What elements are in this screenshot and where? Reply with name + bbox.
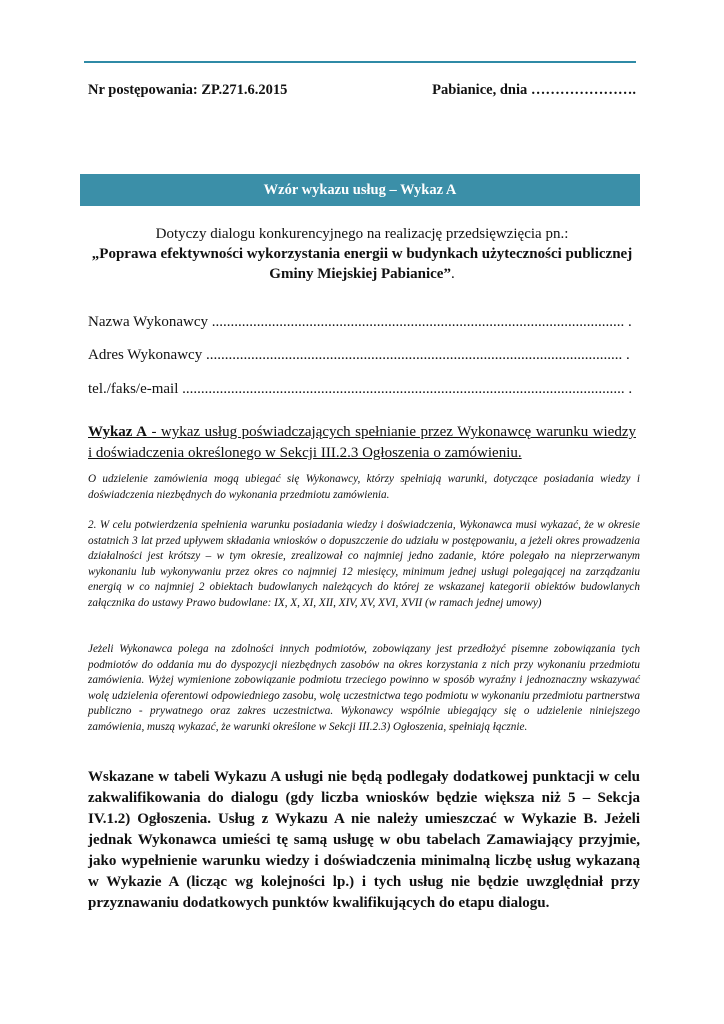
section-banner: [80, 174, 640, 206]
paragraph-eligibility: O udzielenie zamówienia mogą ubiegać się Wykonawcy, którzy spełniają warunki, dotyczące posiadania wiedzy i doświadczenia niezbędnych do wykonania przedmiotu zamówienia.: [88, 473, 640, 501]
procedure-number: Nr postępowania: ZP.271.6.2015: [88, 82, 288, 98]
project-title: „Poprawa efektywności wykorzystania energii w budynkach użyteczności publicznej Gminy Miejskiej Pabianice”: [91, 246, 633, 282]
document-header: [88, 82, 636, 99]
wykaz-label: Wykaz A: [88, 424, 147, 440]
banner-title: Wzór wykazu usług – Wykaz A: [263, 181, 457, 198]
contractor-contact-field: tel./faks/e-mail ...................................................................................................................... .: [88, 381, 633, 397]
subject-block: [84, 224, 640, 284]
wykaz-heading: [88, 422, 636, 464]
top-divider: [84, 61, 636, 63]
paragraph-scoring-note: Wskazane w tabeli Wykazu A usługi nie będą podlegały dodatkowej punktacji w celu zakwalifikowania do dialogu (gdy liczba wniosków będzie większa niż 5 – Sekcja IV.1.2) Ogłoszenia. Usług z Wykazu A nie należy umieszczać w Wykazie B. Jeżeli jednak Wykonawca umieści tę samą usługę w obu tabelach Zamawiający przyjmie, jako wypełnienie warunku wiedzy i doświadczenia minimalną liczbę usług wykazaną w Wykazie A (licząc wg kolejności lp.) i tych usług nie będzie uwzględniał przy przyznawaniu dodatkowych punktów kwalifikujących do etapu dialogu.: [88, 769, 640, 911]
paragraph-requirement: 2. W celu potwierdzenia spełnienia warunku posiadania wiedzy i doświadczenia, Wykonawca musi wykazać, że w okresie ostatnich 3 lat przed upływem składania wniosków o dopuszczenie do udziału w postępowaniu, a jeżeli okres prowadzenia działalności jest krótszy – w tym okresie, zrealizował co najmniej jedno zadanie, które polegało na nieprzerwanym wykonaniu lub wykonywaniu przez okres co najmniej 12 miesięcy, minimum jednej usługi polegającej na zarządzaniu energią w co najmniej 2 obiektach budowlanych należących do której ze wskazanej kategorii obiektów budowlanych załącznika do ustawy Prawo budowlane: IX, X, XI, XII, XIV, XV, XVI, XVII (w ramach jednej umowy): [88, 519, 640, 609]
place-date: Pabianice, dnia ………………….: [432, 82, 636, 98]
contractor-address-field: Adres Wykonawcy ............................................................................................................... .: [88, 347, 630, 363]
project-title-dot: .: [450, 266, 455, 282]
contractor-name-field: Nazwa Wykonawcy .............................................................................................................. .: [88, 314, 632, 330]
paragraph-third-party: Jeżeli Wykonawca polega na zdolności innych podmiotów, zobowiązany jest przedłożyć pisemne zobowiązania tych podmiotów do oddania mu do dyspozycji niezbędnych zasobów na okres korzystania z nich przy wykonaniu przedmiotu zamówienia. Wyżej wymienione zobowiązanie podmiotu trzeciego powinno w sposób wyraźny i jednoznaczny wskazywać wolę udzielenia oferentowi odpowiedniego zasobu, wolę uczestnictwa tego podmiotu w wykonaniu przedmiotu partnerstwa publiczno - prywatnego oraz zakres uczestnictwa. Wykonawcy wspólnie ubiegający się o udzielenie niniejszego zamówienia, muszą wykazać, że warunki określone w Sekcji III.2.3) Ogłoszenia, spełniają łącznie.: [88, 643, 640, 733]
wykaz-description: - wykaz usług poświadczających spełnianie przez Wykonawcę warunku wiedzy i doświadczenia określonego w Sekcji III.2.3 Ogłoszenia o zamówieniu.: [88, 424, 636, 461]
subject-intro: Dotyczy dialogu konkurencyjnego na realizację przedsięwzięcia pn.:: [155, 226, 569, 242]
